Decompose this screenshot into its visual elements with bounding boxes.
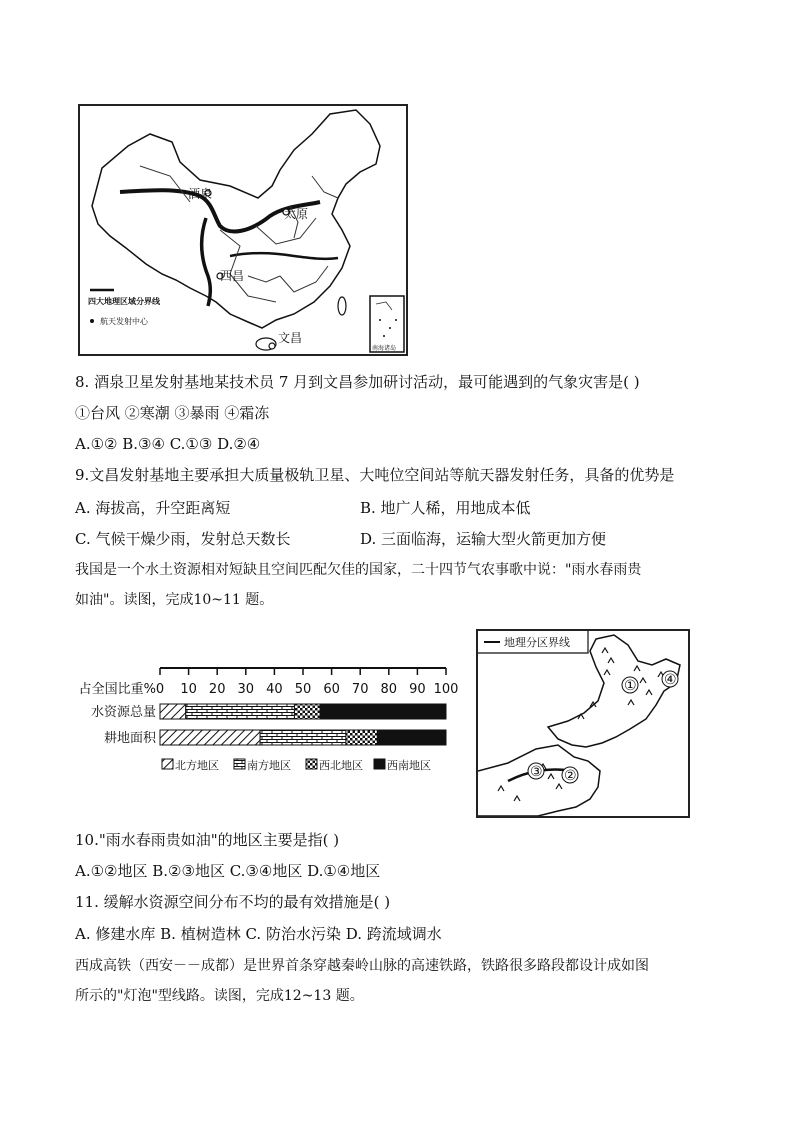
north-china-outline xyxy=(478,745,600,816)
legend-center-dot xyxy=(90,319,94,323)
q9-stem: 9.文昌发射基地主要承担大质量极轨卫星、大吨位空间站等航天器发射任务，具备的优势是 xyxy=(75,466,675,484)
legend-swatch xyxy=(306,759,317,769)
category-label: 水资源总量 xyxy=(90,705,156,720)
x-tick-label: 100 xyxy=(433,682,459,697)
taiwan-island xyxy=(338,297,346,315)
wenchang-dot xyxy=(269,343,275,349)
china-map xyxy=(78,104,408,356)
legend-boundary-label: 四大地理区域分界线 xyxy=(88,297,160,306)
q9-option-a: A. 海拔高，升空距离短 xyxy=(75,499,231,517)
bar-segment xyxy=(294,704,320,719)
x-tick-label: 70 xyxy=(351,682,369,697)
legend-label: 南方地区 xyxy=(247,759,291,772)
intro2-line1: 我国是一个水土资源相对短缺且空间匹配欠佳的国家，二十四节气农事歌中说："雨水春雨贵 xyxy=(75,562,642,578)
chart-svg xyxy=(70,658,460,778)
label-wenchang: 文昌 xyxy=(278,331,303,345)
intro2-line2: 如油"。读图，完成10~11 题。 xyxy=(75,592,274,608)
legend-swatch xyxy=(374,759,385,769)
bar-segment xyxy=(186,704,295,719)
label-jiuquan: 酒泉 xyxy=(188,187,213,201)
water-land-chart xyxy=(70,658,460,778)
q10-stem: 10."雨水春雨贵如油"的地区主要是指( ) xyxy=(75,831,340,849)
x-tick-label: 0 xyxy=(155,682,165,697)
x-tick-label: 30 xyxy=(237,682,255,697)
q8-stem: 8. 酒泉卫星发射基地某技术员 7 月到文昌参加研讨活动，最可能遇到的气象灾害是( ) xyxy=(75,373,640,391)
bar-segment xyxy=(346,730,377,745)
q9-option-c: C. 气候干燥少雨，发射总天数长 xyxy=(75,530,291,548)
label-taiyuan: 太原 xyxy=(284,207,309,221)
legend-region-label: 地理分区界线 xyxy=(504,636,570,649)
q11-stem: 11. 缓解水资源空间分布不均的最有效措施是( ) xyxy=(75,893,391,911)
x-tick-label: 60 xyxy=(323,682,340,697)
legend-label: 西北地区 xyxy=(319,759,363,772)
x-tick-label: 80 xyxy=(380,682,398,697)
bar-segment xyxy=(260,730,346,745)
region-map xyxy=(476,629,690,818)
intro3-line2: 所示的"灯泡"型线路。读图，完成12~13 题。 xyxy=(75,988,364,1004)
china-outline xyxy=(92,110,380,328)
legend-swatch xyxy=(234,759,245,769)
x-tick-label: 10 xyxy=(180,682,197,697)
q9-option-d: D. 三面临海，运输大型火箭更加方便 xyxy=(360,530,607,548)
bar-segment xyxy=(377,730,446,745)
region-map-svg xyxy=(478,631,688,816)
inset-label: 南海诸岛 xyxy=(372,345,397,352)
china-map-svg xyxy=(80,106,406,354)
marker-4: ④ xyxy=(664,672,677,688)
q8-options: A.①② B.③④ C.①③ D.②④ xyxy=(75,435,261,453)
x-tick-label: 40 xyxy=(266,682,283,697)
q11-options: A. 修建水库 B. 植树造林 C. 防治水污染 D. 跨流域调水 xyxy=(75,925,442,943)
intro3-line1: 西成高铁（西安－－成都）是世界首条穿越秦岭山脉的高速铁路，铁路很多路段都设计成如图 xyxy=(75,958,649,974)
bar-segment xyxy=(160,730,260,745)
legend-label: 北方地区 xyxy=(175,759,219,772)
marker-3: ③ xyxy=(530,764,543,780)
q10-options: A.①②地区 B.②③地区 C.③④地区 D.①④地区 xyxy=(75,862,381,880)
northeast-outline xyxy=(548,635,680,747)
axis-label: 占全国比重% xyxy=(78,682,156,697)
bar-segment xyxy=(320,704,446,719)
x-tick-label: 50 xyxy=(294,682,312,697)
bar-segment xyxy=(160,704,186,719)
legend-swatch xyxy=(162,759,173,769)
marker-1: ① xyxy=(624,678,637,694)
x-tick-label: 20 xyxy=(208,682,226,697)
marker-2: ② xyxy=(564,768,577,784)
legend-center-label: 航天发射中心 xyxy=(100,317,148,326)
inset-box xyxy=(370,296,404,352)
q9-option-b: B. 地广人稀，用地成本低 xyxy=(360,499,531,517)
legend-label: 西南地区 xyxy=(387,759,431,772)
x-tick-label: 90 xyxy=(409,682,426,697)
q8-items: ①台风 ②寒潮 ③暴雨 ④霜冻 xyxy=(75,404,270,422)
label-xichang: 西昌 xyxy=(220,269,245,283)
category-label: 耕地面积 xyxy=(103,731,156,746)
